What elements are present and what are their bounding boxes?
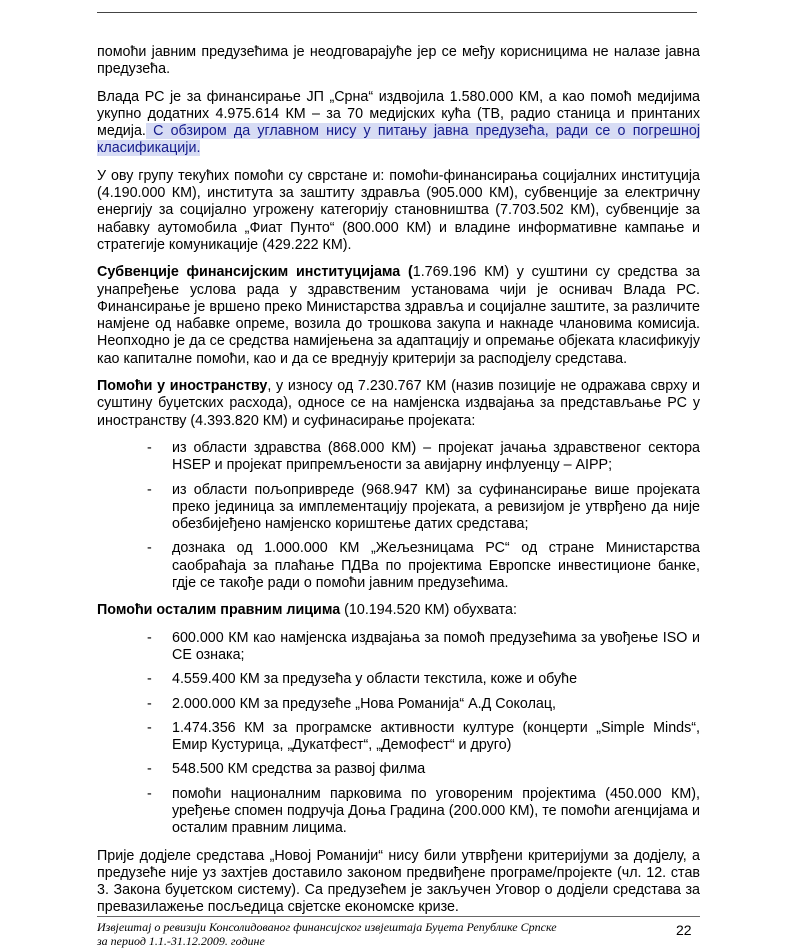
foreign-aid-list <box>97 440 700 592</box>
document-body <box>97 44 700 927</box>
list-item: - 548.500 КМ средства за развој филма <box>97 761 700 778</box>
top-rule <box>97 12 697 13</box>
paragraph-continuation: помоћи јавним предузећима је неодговарајуће јер се међу корисницима не налазе јавна предузећа. <box>97 44 700 78</box>
list-item: - из области здравства (868.000 КМ) – пројекат јачања здравственог сектора HSEP и пројекат припремљености за авијарну инфлуенцу – AIPP; <box>97 440 700 475</box>
other-entities-list <box>97 630 700 838</box>
paragraph-text: , у износу од 7.230.767 КМ (назив позиције не одражава сврху и суштину буџетских расхода), односе се на намјенска издвајања за представљање РС у иностранству (4.393.820 КМ) и суфинасирање пројеката: <box>97 378 700 429</box>
footer-period: за период 1.1.-31.12.2009. године <box>97 934 265 948</box>
paragraph-other-legal-entities <box>97 602 700 619</box>
list-item: - 2.000.000 КМ за предузеће „Нова Романија“ А.Д Соколац, <box>97 696 700 713</box>
bold-heading: Помоћи у иностранству <box>97 378 268 395</box>
list-item: - из области пољопривреде (968.947 КМ) за суфинансирање више пројеката преко јединица за имплементацију пројеката, а ревизијом је утврђено да није обезбијеђено намјенско кориштење датих средстава; <box>97 482 700 534</box>
highlighted-text-selection[interactable]: С обзиром да углавном нису у питању јавна предузећа, ради се о погрешној класификацији. <box>97 123 700 157</box>
list-item: - 1.474.356 КМ за програмске активности културе (концерти „Simple Minds“, Емир Кустурица, „Дукатфест“, „Демофест“ и друго) <box>97 720 700 755</box>
list-item: - помоћи националним парковима по уговореним пројектима (450.000 КМ), уређење спомен подручја Доња Градина (200.000 КМ), те помоћи агенцијама и осталим правним лицима. <box>97 786 700 838</box>
paragraph-text: 1.769.196 КМ) у суштини су средства за унапређење услова рада у здравственим установама чији је оснивач Влада РС. Финансирање је вршено преко Министарства здравља и социјалне заштите, за различите намјене од набавке опреме, возила до трошкова закупа и накнаде члановима комисија. Неопходно је да се средства намијењена за адаптацију и опремање објеката класификују као капиталне помоћи, као и да се вреднују критерији за расподјелу средстава. <box>97 264 700 367</box>
list-item: - 4.559.400 КМ за предузећа у области текстила, коже и обуће <box>97 671 700 688</box>
footer-title: Извјештај о ревизији Консолидованог финансијског извјештаја Буџета Републике Српске <box>97 920 557 934</box>
paragraph-text: Влада РС је за финансирање ЈП „Срна“ издвојила 1.580.000 КМ, а као помоћ медијима укупно додатних 4.975.614 КМ – за 70 медијских кућа (ТВ, радио станица и принтаних медија. <box>97 88 700 140</box>
bold-heading: Помоћи осталим правним лицима <box>97 602 341 619</box>
paragraph-nova-romanija: Прије додјеле средстава „Новој Романији“ нису били утврђени критеријуми за додјелу, а предузеће није уз захтјев доставило законом предвиђене програме/пројекте (чл. 12. став 3. Закона буџетском систему). Са предузећем је закључен Уговор о додјели средстава за превазилажење посљедица свјетске економске кризе. <box>97 847 700 916</box>
paragraph-media-funding <box>97 89 700 158</box>
list-item: - 600.000 КМ као намјенска издвајања за помоћ предузећима за увођење ISO и CE ознака; <box>97 630 700 665</box>
bold-heading: Субвенције финансијским институцијама ( <box>97 264 413 281</box>
footer-rule <box>97 916 700 917</box>
list-item: - дознака од 1.000.000 КМ „Жељезницама РС“ од стране Министарства саобраћаја за плаћање ПДВа по пројектима Европске инвестиционе банке, гдје се такође ради о помоћи јавним предузећима. <box>97 540 700 592</box>
paragraph-foreign-aid <box>97 378 700 430</box>
paragraph-financial-institutions <box>97 264 700 368</box>
page-footer <box>97 920 700 948</box>
paragraph-current-aid: У ову групу текућих помоћи су сврстане и: помоћи-финансирања социјалних институција (4.190.000 КМ), института за заштиту здравља (905.000 КМ), субвенције за електричну енергију за социјално угрожену категорију становништва (7.703.502 КМ), субвенције за набавку аутомобила „Фиат Пунто“ (800.000 КМ) и владине информативне кампање и стратегије комуникације (429.222 КМ). <box>97 167 700 253</box>
paragraph-text: (10.194.520 КМ) обухвата: <box>340 602 517 619</box>
page-number: 22 <box>676 922 692 938</box>
